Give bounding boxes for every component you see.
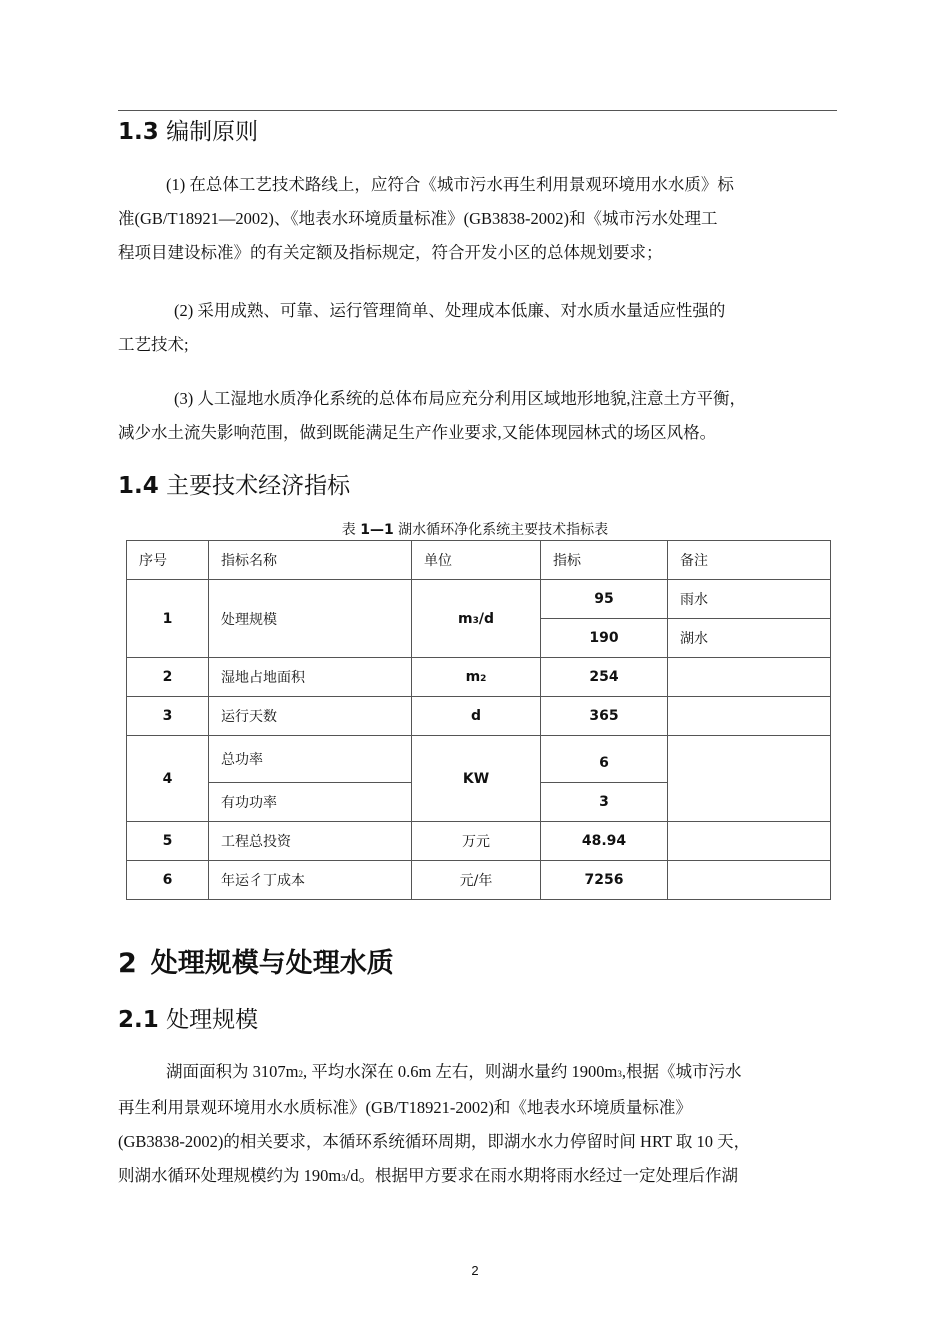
note-cell: 雨水 <box>668 580 831 619</box>
text-line <box>118 1159 840 1195</box>
paragraph-principle-2 <box>118 294 840 362</box>
unit-subscript: 3 <box>472 615 479 626</box>
note-cell <box>668 697 831 736</box>
table-row <box>127 658 831 697</box>
header-cell: 指标 <box>541 541 668 580</box>
section-number: 1.4 <box>118 473 159 499</box>
unit-cell <box>412 580 541 658</box>
table-row <box>127 697 831 736</box>
header-cell: 备注 <box>668 541 831 580</box>
chapter-title: 处理规模与处理水质 <box>150 948 394 979</box>
table-row <box>127 861 831 900</box>
caption-number: 1—1 <box>360 522 394 538</box>
row-number: 1 <box>127 580 209 658</box>
note-cell <box>668 861 831 900</box>
table-caption <box>0 519 950 539</box>
unit-cell <box>412 658 541 697</box>
unit-cell: 元/年 <box>412 861 541 900</box>
note-cell <box>668 822 831 861</box>
paragraph-principle-1 <box>118 168 840 270</box>
value-cell: 254 <box>541 658 668 697</box>
indicator-name: 湿地占地面积 <box>209 658 412 697</box>
header-rule <box>118 110 837 111</box>
unit-text: m <box>458 610 473 627</box>
subscript: 2 <box>298 1069 303 1079</box>
text-run: , 平均水深在 0.6m 左右，则湖水量约 1900m <box>302 1062 618 1081</box>
unit-cell: d <box>412 697 541 736</box>
section-number: 2.1 <box>118 1007 159 1033</box>
text-line: 减少水土流失影响范围，做到既能满足生产作业要求,又能体现园林式的场区风格。 <box>118 423 717 442</box>
section-title: 主要技术经济指标 <box>166 473 351 499</box>
chapter-number: 2 <box>118 948 137 979</box>
caption-text: 湖水循环净化系统主要技术指标表 <box>393 522 609 538</box>
indicator-name: 有功功率 <box>209 783 412 822</box>
note-cell: 湖水 <box>668 619 831 658</box>
value-cell: 6 <box>541 736 668 783</box>
value-cell: 3 <box>541 783 668 822</box>
text-line: (3) 人工湿地水质净化系统的总体布局应充分利用区域地形地貌,注意土方平衡， <box>174 389 746 408</box>
indicator-name: 总功率 <box>209 736 412 783</box>
indicator-name: 处理规模 <box>209 580 412 658</box>
row-number: 5 <box>127 822 209 861</box>
value-cell: 7256 <box>541 861 668 900</box>
indicator-name: 工程总投资 <box>209 822 412 861</box>
text-run: ,根据《城市污水 <box>621 1062 742 1081</box>
unit-cell: 万元 <box>412 822 541 861</box>
unit-cell: KW <box>412 736 541 822</box>
text-line: (GB3838-2002)的相关要求，本循环系统循环周期，即湖水水力停留时间 HRT 取 10 天， <box>118 1132 751 1151</box>
chapter-heading-2 <box>118 941 394 980</box>
section-number: 1.3 <box>118 119 159 145</box>
text-line: 工艺技术; <box>118 335 189 354</box>
indicator-name: 运行天数 <box>209 697 412 736</box>
text-run: 湖面面积为 3107m <box>166 1062 299 1081</box>
table-row <box>127 736 831 783</box>
table-row <box>127 580 831 619</box>
text-line: 准(GB/T18921—2002)、《地表水环境质量标准》(GB3838-2002)和《城市污水处理工 <box>118 209 718 228</box>
table-header-row <box>127 541 831 580</box>
subscript: 3 <box>341 1173 346 1183</box>
value-cell: 365 <box>541 697 668 736</box>
section-title: 编制原则 <box>166 119 259 145</box>
paragraph-principle-3 <box>118 382 840 450</box>
value-cell: 48.94 <box>541 822 668 861</box>
text-line: 再生利用景观环境用水水质标准》(GB/T18921-2002)和《地表水环境质量标准》 <box>118 1098 692 1117</box>
note-cell <box>668 736 831 822</box>
page-number: 2 <box>471 1263 479 1278</box>
header-cell: 指标名称 <box>209 541 412 580</box>
row-number: 3 <box>127 697 209 736</box>
text-line <box>118 1055 840 1091</box>
section-heading-2-1 <box>118 1001 258 1034</box>
note-cell <box>668 658 831 697</box>
caption-prefix: 表 <box>341 522 361 538</box>
section-title: 处理规模 <box>166 1007 259 1033</box>
paragraph-scale <box>118 1055 840 1195</box>
text-run: 则湖水循环处理规模约为 190m <box>118 1166 342 1185</box>
table-row <box>127 822 831 861</box>
text-line: (1) 在总体工艺技术路线上，应符合《城市污水再生利用景观环境用水水质》标 <box>166 175 734 194</box>
indicator-table <box>126 540 831 900</box>
row-number: 6 <box>127 861 209 900</box>
value-cell: 95 <box>541 580 668 619</box>
text-line: (2) 采用成熟、可靠、运行管理简单、处理成本低廉、对水质水量适应性强的 <box>174 301 726 320</box>
section-heading-1-4 <box>118 467 350 500</box>
text-run: /d。根据甲方要求在雨水期将雨水经过一定处理后作湖 <box>345 1166 739 1185</box>
text-line: 程项目建设标准》的有关定额及指标规定，符合开发小区的总体规划要求； <box>118 243 663 262</box>
indicator-name: 年运彳丁成本 <box>209 861 412 900</box>
unit-text: m <box>465 669 481 685</box>
unit-subscript: 2 <box>480 674 487 684</box>
row-number: 4 <box>127 736 209 822</box>
section-heading-1-3 <box>118 113 258 146</box>
unit-text: /d <box>478 610 494 627</box>
value-cell: 190 <box>541 619 668 658</box>
subscript: 3 <box>617 1069 622 1079</box>
header-cell: 序号 <box>127 541 209 580</box>
header-cell: 单位 <box>412 541 541 580</box>
row-number: 2 <box>127 658 209 697</box>
